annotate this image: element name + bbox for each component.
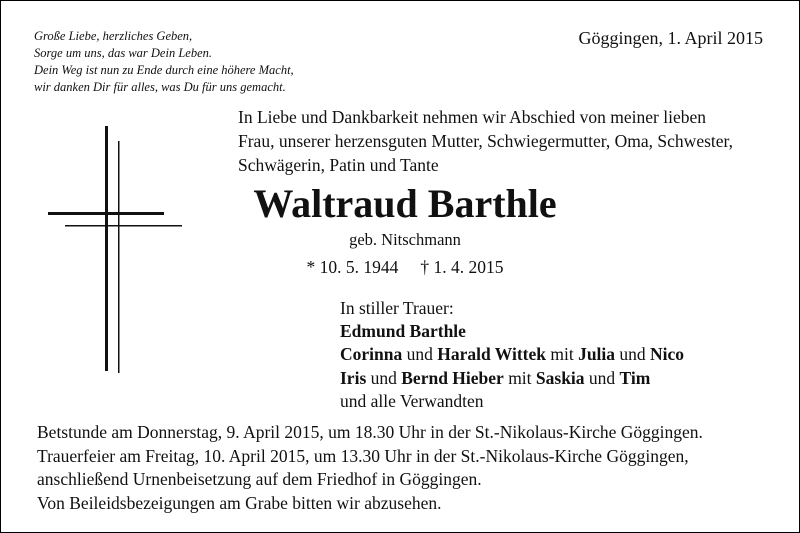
- connector-word: und: [615, 344, 651, 365]
- connector-word: und: [584, 367, 620, 388]
- birth-name: geb. Nitschmann: [349, 230, 461, 249]
- info-line: anschließend Urnenbeisetzung auf dem Friedhof in Göggingen.: [37, 469, 482, 489]
- info-line: Von Beileidsbezeigungen am Grabe bitten wir abzusehen.: [37, 492, 442, 513]
- mourner-name: Tim: [619, 367, 651, 388]
- intro-line: In Liebe und Dankbarkeit nehmen wir Abschied von meiner lieben: [238, 107, 706, 127]
- place-date: Göggingen, 1. April 2015: [578, 28, 763, 48]
- mourner-name: Iris: [340, 367, 367, 388]
- mourner-line: [340, 367, 684, 390]
- intro-line: Schwägerin, Patin und Tante: [238, 155, 439, 175]
- mourner-line: [340, 343, 684, 366]
- intro-line: Frau, unserer herzensguten Mutter, Schwiegermutter, Oma, Schwester,: [238, 131, 734, 151]
- mourner-line: [340, 320, 684, 343]
- mourners-closing: und alle Verwandten: [340, 390, 484, 411]
- poem-line: wir danken Dir für alles, was Du für uns gemacht.: [34, 80, 286, 94]
- connector-word: mit: [503, 367, 536, 388]
- connector-word: und: [366, 367, 402, 388]
- mourner-name: Corinna: [340, 344, 403, 365]
- mourners-heading: In stiller Trauer:: [340, 298, 454, 318]
- farewell-intro: [238, 105, 778, 177]
- mourner-name: Nico: [650, 344, 685, 365]
- connector-word: mit: [545, 344, 579, 365]
- mourner-name: Edmund Barthle: [340, 321, 466, 342]
- info-line: Trauerfeier am Freitag, 10. April 2015, um 13.30 Uhr in der St.-Nikolaus-Kirche Göggingen,: [37, 445, 689, 466]
- info-line: Betstunde am Donnerstag, 9. April 2015, um 18.30 Uhr in der St.-Nikolaus-Kirche Göggingen.: [37, 422, 703, 442]
- connector-word: und: [402, 344, 438, 365]
- poem-line: Sorge um uns, das war Dein Leben.: [34, 46, 213, 60]
- deceased-name: Waltraud Barthle: [253, 181, 557, 226]
- poem-line: Große Liebe, herzliches Geben,: [34, 29, 193, 43]
- poem-line: Dein Weg ist nun zu Ende durch eine höhere Macht,: [34, 63, 294, 77]
- mourner-name: Julia: [578, 344, 616, 365]
- mourner-name: Bernd Hieber: [401, 367, 504, 388]
- life-dates: [1, 255, 800, 279]
- mourner-name: Harald Wittek: [437, 344, 546, 365]
- birth-date: * 10. 5. 1944: [306, 257, 399, 277]
- service-info: [37, 421, 703, 515]
- death-date: † 1. 4. 2015: [420, 257, 504, 277]
- mourner-name: Saskia: [535, 367, 585, 388]
- mourners-list: [340, 297, 684, 413]
